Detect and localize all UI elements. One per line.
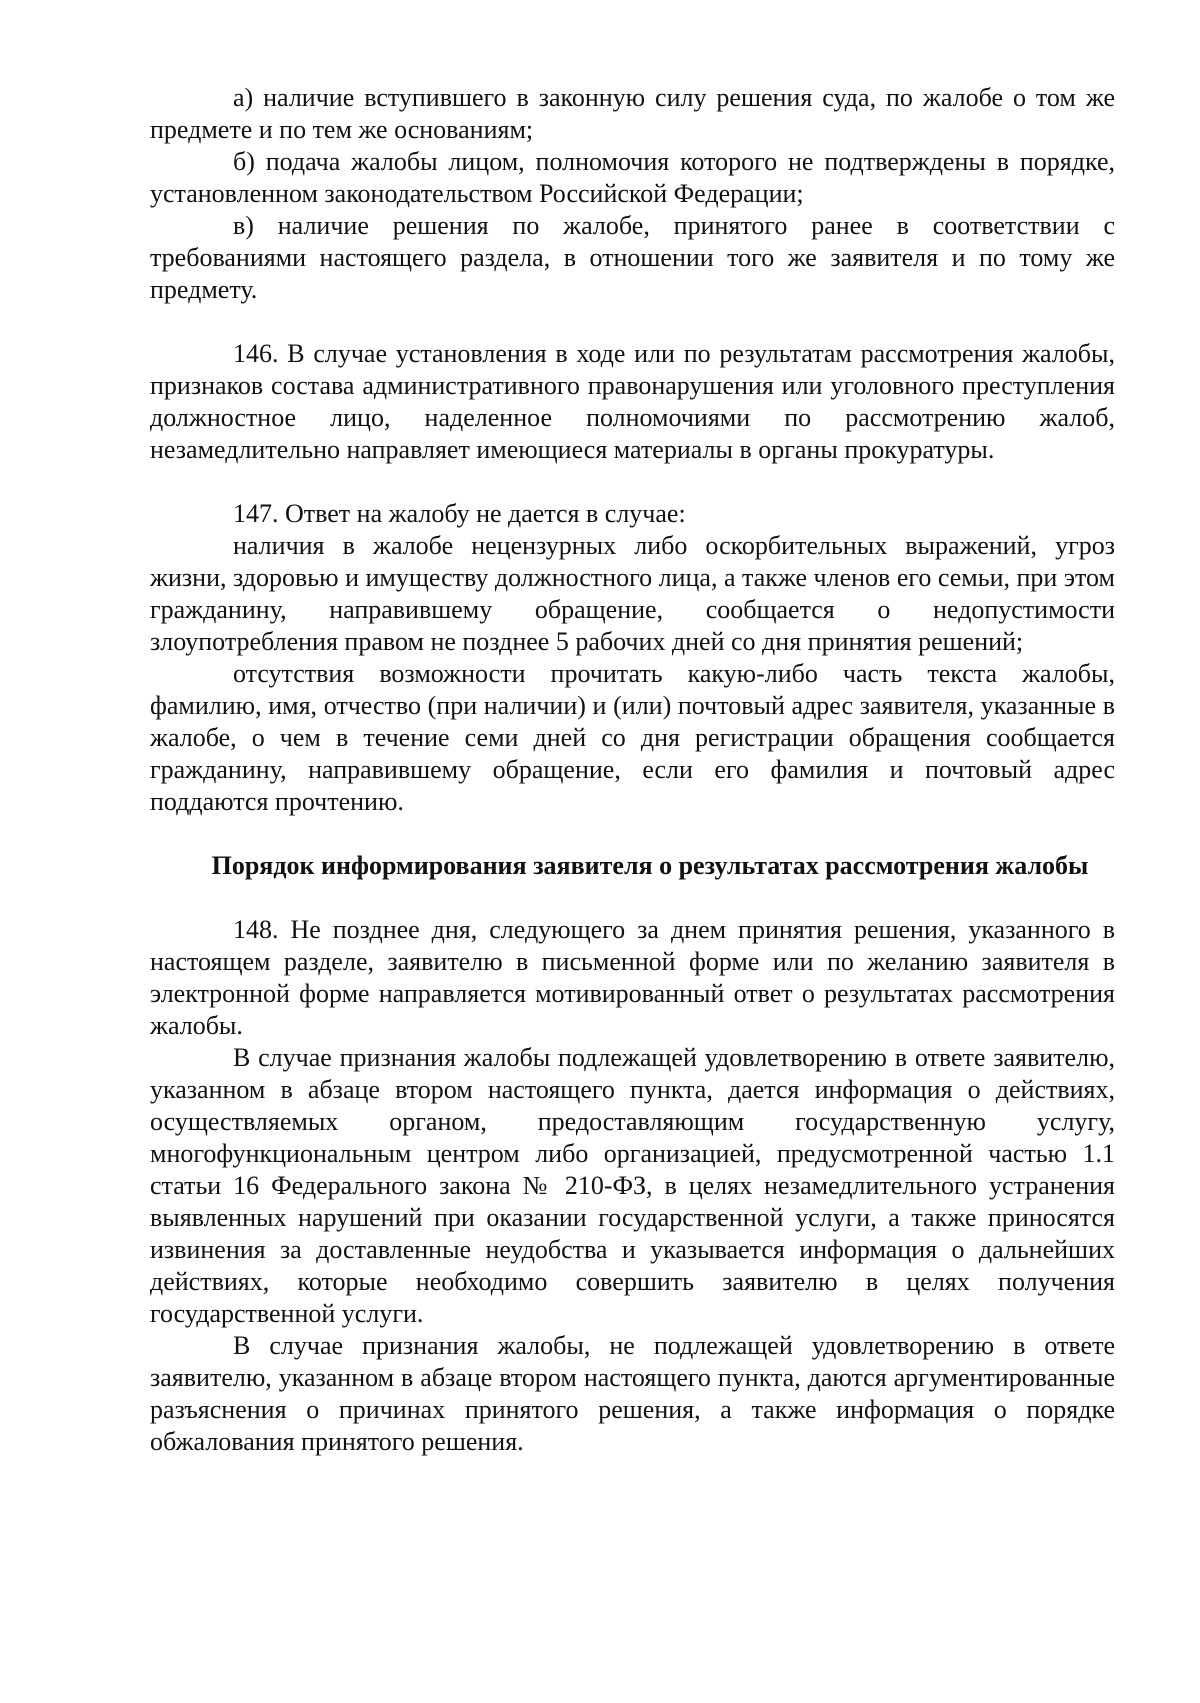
paragraph-147-case-1: наличия в жалобе нецензурных либо оскорбительных выражений, угроз жизни, здоровью и имуществу должностного лица, а также членов его семьи, при этом гражданину, направившему обращение, сообщается о недопустимости злоупотребления правом не позднее 5 рабочих дней со дня принятия решений; <box>150 531 1115 656</box>
paragraph-145-a: а) наличие вступившего в законную силу решения суда, по жалобе о том же предмете и по тем же основаниям; <box>150 83 1115 144</box>
paragraph-146: 146. В случае установления в ходе или по результатам рассмотрения жалобы, признаков состава административного правонарушения или уголовного преступления должностное лицо, наделенное полномочиями по рассмотрению жалоб, незамедлительно направляет имеющиеся материалы в органы прокуратуры. <box>150 339 1115 464</box>
paragraph-145-c: в) наличие решения по жалобе, принятого ранее в соответствии с требованиями настоящего раздела, в отношении того же заявителя и по тому же предмету. <box>150 211 1115 304</box>
paragraph-147-case-2: отсутствия возможности прочитать какую-либо часть текста жалобы, фамилию, имя, отчество (при наличии) и (или) почтовый адрес заявителя, указанные в жалобе, о чем в течение семи дней со дня регистрации обращения сообщается гражданину, направившему обращение, если его фамилия и почтовый адрес поддаются прочтению. <box>150 659 1115 816</box>
document-body <box>150 82 1115 1458</box>
paragraph-145-b: б) подача жалобы лицом, полномочия которого не подтверждены в порядке, установленном законодательством Российской Федерации; <box>150 147 1115 208</box>
paragraph-148-3: В случае признания жалобы, не подлежащей удовлетворению в ответе заявителю, указанном в абзаце втором настоящего пункта, даются аргументированные разъяснения о причинах принятого решения, а также информация о порядке обжалования принятого решения. <box>150 1331 1115 1456</box>
section-heading: Порядок информирования заявителя о результатах рассмотрения жалобы <box>211 851 1089 880</box>
paragraph-147-intro: 147. Ответ на жалобу не дается в случае: <box>233 499 686 528</box>
paragraph-148-2: В случае признания жалобы подлежащей удовлетворению в ответе заявителю, указанном в абзаце втором настоящего пункта, дается информация о действиях, осуществляемых органом, предоставляющим государственную услугу, многофункциональным центром либо организацией, предусмотренной частью 1.1 статьи 16 Федерального закона № 210-ФЗ, в целях незамедлительного устранения выявленных нарушений при оказании государственной услуги, а также приносятся извинения за доставленные неудобства и указывается информация о дальнейших действиях, которые необходимо совершить заявителю в целях получения государственной услуги. <box>150 1043 1115 1328</box>
paragraph-148-1: 148. Не позднее дня, следующего за днем принятия решения, указанного в настоящем разделе, заявителю в письменной форме или по желанию заявителя в электронной форме направляется мотивированный ответ о результатах рассмотрения жалобы. <box>150 915 1115 1040</box>
